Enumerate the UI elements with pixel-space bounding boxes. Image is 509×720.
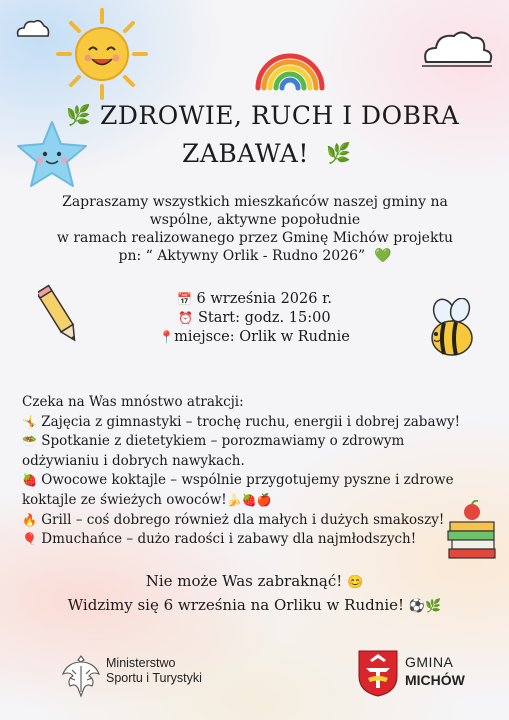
green-heart-icon: 💚 <box>374 248 392 264</box>
fire-icon: 🔥 <box>22 512 37 527</box>
closing-line-2: Widzimy się 6 września na Orliku w Rudnie! ⚽🌿 <box>67 596 442 614</box>
intro-text <box>40 193 470 265</box>
title-line-1: ZDROWIE, RUCH I DOBRA <box>100 101 460 130</box>
bee-icon <box>424 298 480 360</box>
sun-icon <box>56 8 148 100</box>
smile-icon: 😊 <box>347 575 364 590</box>
fruits-icon: 🍌🍓🍎 <box>226 492 272 507</box>
list-item: 🥗 Spotkanie z dietetykiem – porozmawiamy o zdrowym <box>22 433 405 450</box>
balloon-icon: 🎈 <box>22 532 37 547</box>
rainbow-icon <box>252 26 328 92</box>
intro-line: wspólne, aktywne popołudnie <box>149 212 361 228</box>
attractions-heading: Czeka na Was mnóstwo atrakcji: <box>22 394 244 410</box>
books-icon <box>446 500 498 560</box>
football-icon: ⚽ <box>408 599 426 614</box>
event-date: 📅 6 września 2026 r. <box>176 291 333 307</box>
cloud-icon <box>14 16 52 40</box>
intro-line: Zapraszamy wszystkich mieszkańców naszej gminy na <box>62 194 448 210</box>
leaf-icon: 🌿 <box>326 141 352 165</box>
eagle-emblem-icon <box>60 652 102 698</box>
event-time: ⏰ Start: godz. 15:00 <box>178 310 331 326</box>
title-line-2: ZABAWA! <box>182 139 309 168</box>
star-icon <box>14 118 90 190</box>
closing-line-1: Nie może Was zabraknąć! 😊 <box>145 572 364 590</box>
list-item: 🎈 Dmuchańce – dużo radości i zabawy dla najmłodszych! <box>22 531 417 548</box>
list-item: odżywianiu i dobrych nawykach. <box>22 452 245 469</box>
cloud-icon <box>420 26 496 70</box>
leaf-icon: 🌿 <box>425 599 442 614</box>
event-place: 📍miejsce: Orlik w Rudnie <box>159 329 350 345</box>
attractions-list <box>22 393 492 550</box>
closing-text <box>0 570 509 618</box>
list-item: 🍓 Owocowe koktajle – wspólnie przygotujemy pyszne i zdrowe <box>22 472 454 489</box>
intro-line: w ramach realizowanego przez Gminę Michów projektu <box>56 230 454 246</box>
alarm-clock-icon: ⏰ <box>178 311 194 325</box>
ministry-logo-text: Ministerstwo Sportu i Turystyki <box>106 656 202 685</box>
list-item: 🤸 Zajęcia z gimnastyki – trochę ruchu, energii i dobrej zabawy! <box>22 413 461 430</box>
strawberry-icon: 🍓 <box>22 473 37 488</box>
list-item: koktajle ze świeżych owoców!🍌🍓🍎 <box>22 491 272 508</box>
gmina-logo-line-2: MICHÓW <box>405 672 465 688</box>
leaf-icon: 🌿 <box>66 103 92 127</box>
intro-line: pn: “ Aktywny Orlik - Rudno 2026” 💚 <box>118 248 392 264</box>
gmina-logo-line-1: GMINA <box>405 654 454 670</box>
salad-icon: 🥗 <box>22 434 37 449</box>
gmina-coat-of-arms-icon <box>356 648 400 698</box>
calendar-icon: 📅 <box>176 292 192 306</box>
list-item: 🔥 Grill – coś dobrego również dla małych i dużych smakoszy! <box>22 511 445 528</box>
pin-icon: 📍 <box>159 330 175 344</box>
gymnastics-icon: 🤸 <box>22 414 37 429</box>
